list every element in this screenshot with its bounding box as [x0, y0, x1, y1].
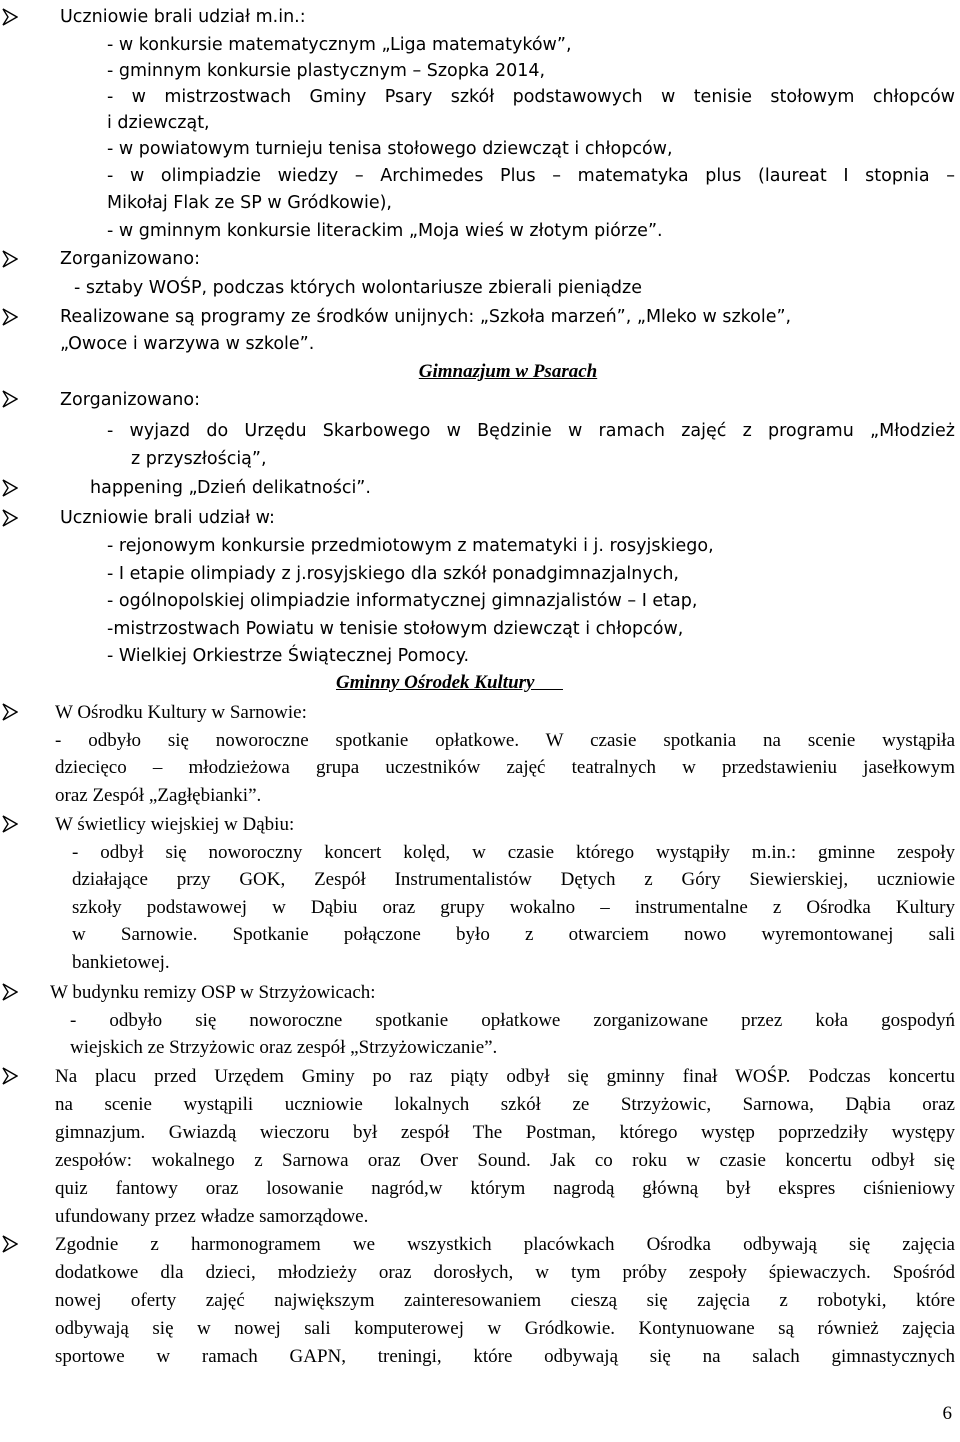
paragraph-line: na scenie wystąpili uczniowie lokalnych szkół ze Strzyżowic, Sarnowa, Dąbia oraz: [55, 1094, 955, 1115]
arrow-bullet-icon: [2, 1067, 18, 1085]
bullet-text: W budynku remizy OSP w Strzyżowicach:: [50, 982, 376, 1003]
paragraph-line: - odbył się noworoczny koncert kolęd, w czasie którego wystąpiły m.in.: gminne zespoły: [72, 842, 955, 863]
paragraph-line: dodatkowe dla dzieci, młodzieży oraz dorosłych, w tym próby zespoły śpiewaczych. Spośród: [55, 1262, 955, 1283]
paragraph-line: wiejskich ze Strzyżowic oraz zespół „Strzyżowiczanie”.: [70, 1037, 498, 1058]
list-item: -mistrzostwach Powiatu w tenisie stołowym dziewcząt i chłopców,: [107, 619, 684, 639]
bullet-text: Uczniowie brali udział m.in.:: [60, 7, 306, 27]
arrow-bullet-icon: [2, 8, 18, 26]
list-item: - w mistrzostwach Gminy Psary szkół podstawowych w tenisie stołowym chłopców: [107, 87, 955, 107]
paragraph-line: ufundowany przez władze samorządowe.: [55, 1206, 369, 1227]
paragraph-line: bankietowej.: [72, 952, 170, 973]
arrow-bullet-icon: [2, 479, 18, 497]
paragraph-line: w Sarnowie. Spotkanie połączone było z otwarciem nowo wyremontowanej sali: [72, 924, 955, 945]
paragraph-line: gimnazjum. Gwiazdą wieczoru był zespół The Postman, którego występ poprzedziły występy: [55, 1122, 955, 1143]
paragraph-line: dziecięco – młodzieżowa grupa uczestników zajęć teatralnych w przedstawieniu jasełkowym: [55, 757, 955, 778]
arrow-bullet-icon: [2, 983, 18, 1001]
section-heading-text: Gminny Ośrodek Kultury: [336, 672, 535, 693]
bullet-text-continuation: „Owoce i warzywa w szkole”.: [60, 334, 315, 354]
paragraph-line: zespołów: wokalnego z Sarnowa oraz Over Sound. Jak co roku w czasie koncertu odbył się: [55, 1150, 955, 1171]
bullet-text: Uczniowie brali udział w:: [60, 508, 275, 528]
paragraph-line: nowej oferty zajęć największym zainteresowaniem cieszą się zajęcia z robotyki, które: [55, 1290, 955, 1311]
list-item: - I etapie olimpiady z j.rosyjskiego dla szkół ponadgimnazjalnych,: [107, 564, 679, 584]
list-item: - sztaby WOŚP, podczas których wolontariusze zbierali pieniądze: [74, 278, 642, 298]
bullet-text: Zorganizowano:: [60, 390, 200, 410]
section-heading: Gimnazjum w Psarach: [418, 361, 598, 382]
paragraph-line: - odbyło się noworoczne spotkanie opłatkowe zorganizowane przez koła gospodyń: [70, 1010, 955, 1031]
list-item-continuation: i dziewcząt,: [107, 113, 210, 133]
list-item: - w gminnym konkursie literackim „Moja wieś w złotym piórze”.: [107, 221, 663, 241]
list-item: - ogólnopolskiej olimpiadzie informatycznej gimnazjalistów – I etap,: [107, 591, 698, 611]
bullet-text: Na placu przed Urzędem Gminy po raz piąty odbył się gminny finał WOŚP. Podczas koncertu: [55, 1066, 955, 1087]
bullet-text: Zorganizowano:: [60, 249, 200, 269]
paragraph-line: sportowe w ramach GAPN, treningi, które odbywają się na salach gimnastycznych: [55, 1346, 955, 1367]
bullet-text: Realizowane są programy ze środków unijnych: „Szkoła marzeń”, „Mleko w szkole”,: [60, 307, 792, 327]
paragraph-line: oraz Zespół „Zagłębianki”.: [55, 785, 262, 806]
list-item-continuation: Mikołaj Flak ze SP w Gródkowie),: [107, 193, 392, 213]
section-heading: [336, 672, 624, 694]
list-item-continuation: z przyszłością”,: [131, 449, 267, 469]
paragraph-line: odbywają się w nowej sali komputerowej w Gródkowie. Kontynuowane są również zajęcia: [55, 1318, 955, 1339]
list-item: - rejonowym konkursie przedmiotowym z matematyki i j. rosyjskiego,: [107, 536, 714, 556]
arrow-bullet-icon: [2, 250, 18, 268]
list-item: - wyjazd do Urzędu Skarbowego w Będzinie w ramach zajęć z programu „Młodzież: [107, 421, 955, 441]
paragraph-line: działające przy GOK, Zespół Instrumentalistów Dętych z Góry Siewierskiej, uczniowie: [72, 869, 955, 890]
bullet-text: Zgodnie z harmonogramem we wszystkich placówkach Ośrodka odbywają się zajęcia: [55, 1234, 955, 1255]
list-item: - w powiatowym turnieju tenisa stołowego dziewcząt i chłopców,: [107, 139, 673, 159]
paragraph-line: - odbyło się noworoczne spotkanie opłatkowe. W czasie spotkania na scenie wystąpiła: [55, 730, 955, 751]
arrow-bullet-icon: [2, 703, 18, 721]
arrow-bullet-icon: [2, 308, 18, 326]
arrow-bullet-icon: [2, 1235, 18, 1253]
list-item: - Wielkiej Orkiestrze Świątecznej Pomocy.: [107, 646, 470, 666]
paragraph-line: quiz fantowy oraz losowanie nagród,w którym nagrodą główną był ekspres ciśnieniowy: [55, 1178, 955, 1199]
bullet-text: happening „Dzień delikatności”.: [90, 478, 371, 498]
arrow-bullet-icon: [2, 509, 18, 527]
paragraph-line: szkoły podstawowej w Dąbiu oraz grupy wokalno – instrumentalne z Ośrodka Kultury: [72, 897, 955, 918]
list-item: - w konkursie matematycznym „Liga matematyków”,: [107, 35, 572, 55]
bullet-text: W świetlicy wiejskiej w Dąbiu:: [55, 814, 295, 835]
bullet-text: W Ośrodku Kultury w Sarnowie:: [55, 702, 307, 723]
list-item: - w olimpiadzie wiedzy – Archimedes Plus – matematyka plus (laureat I stopnia –: [107, 166, 955, 186]
arrow-bullet-icon: [2, 390, 18, 408]
list-item: - gminnym konkursie plastycznym – Szopka 2014,: [107, 61, 546, 81]
page-number: 6: [942, 1403, 952, 1424]
arrow-bullet-icon: [2, 815, 18, 833]
